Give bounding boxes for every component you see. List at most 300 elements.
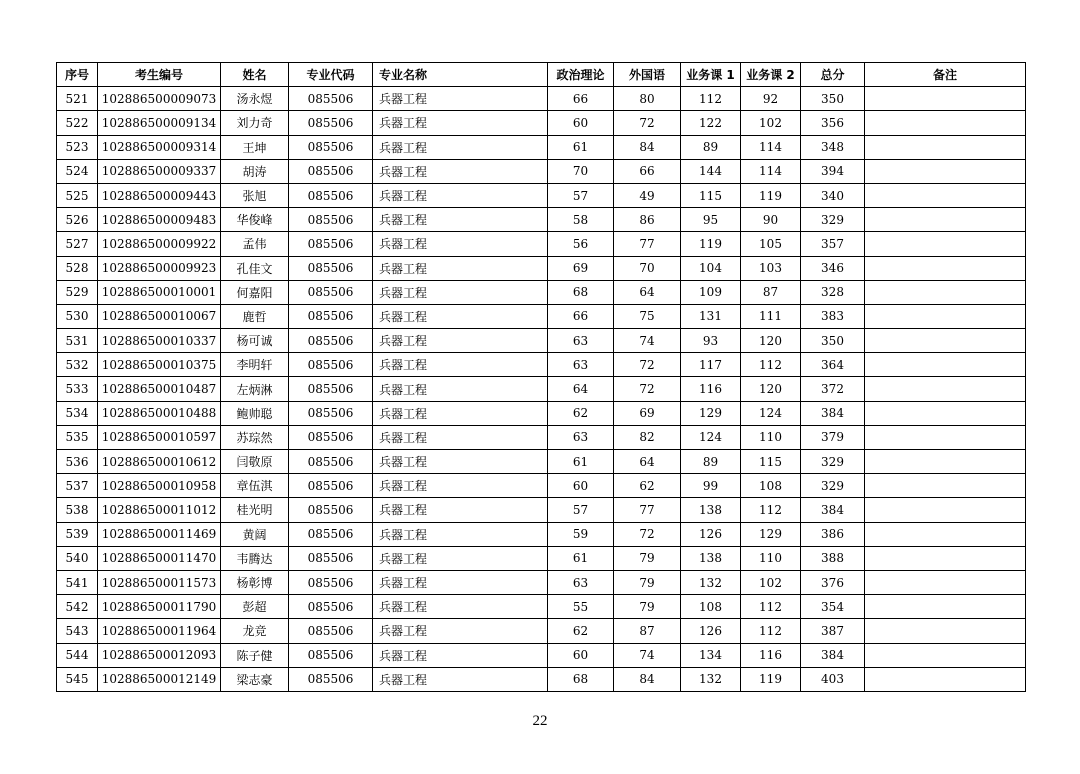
cell-course2: 112 [741, 353, 801, 377]
cell-major-code: 085506 [289, 595, 373, 619]
cell-major-name: 兵器工程 [373, 329, 548, 353]
cell-name: 张旭 [221, 183, 289, 207]
cell-candidate-id: 102886500009337 [98, 159, 221, 183]
cell-major-name: 兵器工程 [373, 425, 548, 449]
cell-major-name: 兵器工程 [373, 595, 548, 619]
cell-total: 364 [801, 353, 865, 377]
cell-course2: 110 [741, 546, 801, 570]
cell-name: 何嘉阳 [221, 280, 289, 304]
cell-remarks [865, 111, 1026, 135]
cell-course1: 126 [681, 619, 741, 643]
cell-total: 387 [801, 619, 865, 643]
header-major-code: 专业代码 [289, 63, 373, 87]
cell-candidate-id: 102886500010067 [98, 304, 221, 328]
cell-candidate-id: 102886500010597 [98, 425, 221, 449]
cell-major-name: 兵器工程 [373, 377, 548, 401]
cell-course1: 126 [681, 522, 741, 546]
cell-course2: 111 [741, 304, 801, 328]
table-row [57, 183, 1026, 207]
cell-name: 桂光明 [221, 498, 289, 522]
cell-remarks [865, 159, 1026, 183]
table-row [57, 232, 1026, 256]
cell-remarks [865, 595, 1026, 619]
cell-name: 汤永煜 [221, 87, 289, 111]
cell-seq: 534 [57, 401, 98, 425]
cell-remarks [865, 353, 1026, 377]
cell-major-name: 兵器工程 [373, 280, 548, 304]
cell-politics: 57 [548, 183, 614, 207]
cell-politics: 60 [548, 111, 614, 135]
cell-foreign-language: 84 [614, 667, 681, 691]
cell-seq: 536 [57, 450, 98, 474]
cell-major-code: 085506 [289, 183, 373, 207]
cell-major-code: 085506 [289, 643, 373, 667]
table-row [57, 570, 1026, 594]
cell-seq: 526 [57, 208, 98, 232]
page-number: 22 [532, 713, 548, 729]
cell-course1: 138 [681, 546, 741, 570]
cell-total: 384 [801, 643, 865, 667]
cell-foreign-language: 77 [614, 498, 681, 522]
cell-remarks [865, 667, 1026, 691]
cell-name: 王坤 [221, 135, 289, 159]
cell-major-name: 兵器工程 [373, 232, 548, 256]
cell-politics: 66 [548, 304, 614, 328]
cell-foreign-language: 64 [614, 280, 681, 304]
cell-course1: 116 [681, 377, 741, 401]
cell-major-name: 兵器工程 [373, 183, 548, 207]
cell-major-code: 085506 [289, 256, 373, 280]
cell-remarks [865, 232, 1026, 256]
cell-course1: 99 [681, 474, 741, 498]
cell-seq: 530 [57, 304, 98, 328]
table-row [57, 159, 1026, 183]
cell-seq: 528 [57, 256, 98, 280]
cell-major-code: 085506 [289, 450, 373, 474]
cell-major-code: 085506 [289, 329, 373, 353]
cell-politics: 62 [548, 401, 614, 425]
cell-foreign-language: 79 [614, 570, 681, 594]
table-row [57, 208, 1026, 232]
table-row [57, 135, 1026, 159]
cell-foreign-language: 62 [614, 474, 681, 498]
cell-seq: 539 [57, 522, 98, 546]
table-row [57, 522, 1026, 546]
cell-course1: 132 [681, 667, 741, 691]
table-row [57, 425, 1026, 449]
cell-course1: 89 [681, 135, 741, 159]
cell-major-code: 085506 [289, 570, 373, 594]
table-row [57, 304, 1026, 328]
cell-politics: 63 [548, 329, 614, 353]
table-row [57, 498, 1026, 522]
cell-politics: 56 [548, 232, 614, 256]
cell-remarks [865, 425, 1026, 449]
cell-candidate-id: 102886500011790 [98, 595, 221, 619]
table-row [57, 329, 1026, 353]
cell-remarks [865, 329, 1026, 353]
cell-seq: 540 [57, 546, 98, 570]
table-row [57, 401, 1026, 425]
cell-course1: 124 [681, 425, 741, 449]
cell-seq: 541 [57, 570, 98, 594]
cell-foreign-language: 79 [614, 595, 681, 619]
cell-politics: 61 [548, 450, 614, 474]
cell-foreign-language: 87 [614, 619, 681, 643]
cell-name: 黄阔 [221, 522, 289, 546]
cell-total: 379 [801, 425, 865, 449]
cell-major-name: 兵器工程 [373, 208, 548, 232]
cell-course2: 92 [741, 87, 801, 111]
header-remarks: 备注 [865, 63, 1026, 87]
cell-major-code: 085506 [289, 111, 373, 135]
cell-candidate-id: 102886500011469 [98, 522, 221, 546]
cell-remarks [865, 87, 1026, 111]
cell-foreign-language: 74 [614, 329, 681, 353]
cell-remarks [865, 474, 1026, 498]
cell-course1: 117 [681, 353, 741, 377]
cell-major-name: 兵器工程 [373, 304, 548, 328]
cell-total: 383 [801, 304, 865, 328]
cell-name: 梁志豪 [221, 667, 289, 691]
cell-major-name: 兵器工程 [373, 256, 548, 280]
cell-major-code: 085506 [289, 401, 373, 425]
cell-major-name: 兵器工程 [373, 450, 548, 474]
cell-course1: 129 [681, 401, 741, 425]
cell-course1: 131 [681, 304, 741, 328]
cell-name: 胡涛 [221, 159, 289, 183]
cell-total: 386 [801, 522, 865, 546]
cell-name: 韦腾达 [221, 546, 289, 570]
cell-name: 龙竞 [221, 619, 289, 643]
cell-major-name: 兵器工程 [373, 619, 548, 643]
cell-foreign-language: 80 [614, 87, 681, 111]
cell-remarks [865, 208, 1026, 232]
cell-total: 388 [801, 546, 865, 570]
cell-candidate-id: 102886500009134 [98, 111, 221, 135]
cell-major-code: 085506 [289, 377, 373, 401]
cell-seq: 529 [57, 280, 98, 304]
cell-major-name: 兵器工程 [373, 353, 548, 377]
table-header-row [57, 63, 1026, 87]
header-name: 姓名 [221, 63, 289, 87]
cell-candidate-id: 102886500010001 [98, 280, 221, 304]
cell-foreign-language: 72 [614, 522, 681, 546]
cell-total: 350 [801, 87, 865, 111]
cell-name: 章伍淇 [221, 474, 289, 498]
cell-major-code: 085506 [289, 522, 373, 546]
cell-course2: 102 [741, 570, 801, 594]
header-course1: 业务课 1 [681, 63, 741, 87]
cell-total: 384 [801, 401, 865, 425]
cell-foreign-language: 64 [614, 450, 681, 474]
table-row [57, 87, 1026, 111]
cell-remarks [865, 401, 1026, 425]
table-row [57, 280, 1026, 304]
cell-candidate-id: 102886500012093 [98, 643, 221, 667]
cell-seq: 532 [57, 353, 98, 377]
cell-major-code: 085506 [289, 232, 373, 256]
cell-seq: 545 [57, 667, 98, 691]
cell-course2: 124 [741, 401, 801, 425]
cell-candidate-id: 102886500010487 [98, 377, 221, 401]
cell-course2: 120 [741, 377, 801, 401]
cell-politics: 63 [548, 570, 614, 594]
cell-politics: 59 [548, 522, 614, 546]
cell-candidate-id: 102886500011470 [98, 546, 221, 570]
cell-course1: 104 [681, 256, 741, 280]
cell-course2: 112 [741, 595, 801, 619]
cell-foreign-language: 74 [614, 643, 681, 667]
cell-total: 329 [801, 450, 865, 474]
cell-foreign-language: 75 [614, 304, 681, 328]
cell-name: 苏琮然 [221, 425, 289, 449]
cell-major-code: 085506 [289, 546, 373, 570]
cell-foreign-language: 82 [614, 425, 681, 449]
cell-course2: 105 [741, 232, 801, 256]
header-politics: 政治理论 [548, 63, 614, 87]
cell-remarks [865, 619, 1026, 643]
cell-course1: 119 [681, 232, 741, 256]
cell-total: 403 [801, 667, 865, 691]
cell-seq: 522 [57, 111, 98, 135]
cell-politics: 62 [548, 619, 614, 643]
cell-major-name: 兵器工程 [373, 159, 548, 183]
cell-foreign-language: 70 [614, 256, 681, 280]
cell-course2: 119 [741, 183, 801, 207]
cell-major-name: 兵器工程 [373, 522, 548, 546]
cell-total: 340 [801, 183, 865, 207]
cell-name: 左炳淋 [221, 377, 289, 401]
table-row [57, 450, 1026, 474]
cell-course1: 122 [681, 111, 741, 135]
cell-course1: 115 [681, 183, 741, 207]
cell-name: 杨彰博 [221, 570, 289, 594]
cell-seq: 527 [57, 232, 98, 256]
cell-course2: 120 [741, 329, 801, 353]
cell-seq: 542 [57, 595, 98, 619]
header-total: 总分 [801, 63, 865, 87]
cell-major-name: 兵器工程 [373, 87, 548, 111]
cell-major-name: 兵器工程 [373, 546, 548, 570]
cell-remarks [865, 498, 1026, 522]
table-row [57, 111, 1026, 135]
cell-seq: 533 [57, 377, 98, 401]
cell-major-name: 兵器工程 [373, 570, 548, 594]
cell-major-code: 085506 [289, 280, 373, 304]
cell-total: 372 [801, 377, 865, 401]
cell-name: 闫敬原 [221, 450, 289, 474]
cell-remarks [865, 643, 1026, 667]
cell-major-name: 兵器工程 [373, 667, 548, 691]
cell-foreign-language: 49 [614, 183, 681, 207]
header-foreign-language: 外国语 [614, 63, 681, 87]
cell-candidate-id: 102886500011573 [98, 570, 221, 594]
cell-course2: 102 [741, 111, 801, 135]
cell-foreign-language: 84 [614, 135, 681, 159]
header-major-name: 专业名称 [373, 63, 548, 87]
cell-remarks [865, 450, 1026, 474]
cell-total: 356 [801, 111, 865, 135]
cell-course2: 90 [741, 208, 801, 232]
cell-major-name: 兵器工程 [373, 643, 548, 667]
cell-name: 陈子健 [221, 643, 289, 667]
cell-course2: 112 [741, 498, 801, 522]
cell-remarks [865, 546, 1026, 570]
cell-remarks [865, 522, 1026, 546]
cell-candidate-id: 102886500010958 [98, 474, 221, 498]
cell-course2: 114 [741, 135, 801, 159]
cell-course1: 132 [681, 570, 741, 594]
table-row [57, 353, 1026, 377]
cell-seq: 535 [57, 425, 98, 449]
cell-remarks [865, 570, 1026, 594]
cell-major-code: 085506 [289, 353, 373, 377]
cell-foreign-language: 86 [614, 208, 681, 232]
cell-remarks [865, 280, 1026, 304]
cell-foreign-language: 72 [614, 353, 681, 377]
cell-remarks [865, 377, 1026, 401]
cell-candidate-id: 102886500009483 [98, 208, 221, 232]
cell-politics: 69 [548, 256, 614, 280]
cell-course1: 95 [681, 208, 741, 232]
cell-total: 346 [801, 256, 865, 280]
cell-politics: 55 [548, 595, 614, 619]
cell-name: 刘力奇 [221, 111, 289, 135]
header-candidate-id: 考生编号 [98, 63, 221, 87]
cell-politics: 70 [548, 159, 614, 183]
cell-candidate-id: 102886500010612 [98, 450, 221, 474]
cell-course1: 109 [681, 280, 741, 304]
table-row [57, 595, 1026, 619]
table-row [57, 619, 1026, 643]
cell-total: 394 [801, 159, 865, 183]
cell-politics: 60 [548, 474, 614, 498]
cell-politics: 63 [548, 425, 614, 449]
cell-course1: 112 [681, 87, 741, 111]
cell-name: 鹿哲 [221, 304, 289, 328]
cell-total: 329 [801, 208, 865, 232]
cell-course2: 115 [741, 450, 801, 474]
cell-name: 彭超 [221, 595, 289, 619]
cell-course1: 144 [681, 159, 741, 183]
cell-major-code: 085506 [289, 304, 373, 328]
cell-politics: 61 [548, 135, 614, 159]
cell-name: 鲍帅聪 [221, 401, 289, 425]
table-row [57, 256, 1026, 280]
table-body [57, 87, 1026, 692]
cell-remarks [865, 183, 1026, 207]
cell-candidate-id: 102886500012149 [98, 667, 221, 691]
cell-seq: 521 [57, 87, 98, 111]
cell-seq: 538 [57, 498, 98, 522]
cell-candidate-id: 102886500009314 [98, 135, 221, 159]
cell-politics: 58 [548, 208, 614, 232]
cell-candidate-id: 102886500010375 [98, 353, 221, 377]
cell-course2: 87 [741, 280, 801, 304]
cell-major-name: 兵器工程 [373, 111, 548, 135]
cell-candidate-id: 102886500011012 [98, 498, 221, 522]
cell-name: 杨可诚 [221, 329, 289, 353]
cell-major-code: 085506 [289, 667, 373, 691]
cell-course1: 134 [681, 643, 741, 667]
cell-major-code: 085506 [289, 619, 373, 643]
cell-remarks [865, 256, 1026, 280]
cell-seq: 537 [57, 474, 98, 498]
cell-politics: 68 [548, 280, 614, 304]
cell-foreign-language: 72 [614, 111, 681, 135]
cell-total: 354 [801, 595, 865, 619]
cell-course2: 110 [741, 425, 801, 449]
cell-total: 357 [801, 232, 865, 256]
cell-foreign-language: 66 [614, 159, 681, 183]
cell-remarks [865, 304, 1026, 328]
cell-politics: 57 [548, 498, 614, 522]
cell-total: 350 [801, 329, 865, 353]
cell-seq: 543 [57, 619, 98, 643]
header-seq: 序号 [57, 63, 98, 87]
cell-remarks [865, 135, 1026, 159]
cell-major-name: 兵器工程 [373, 135, 548, 159]
cell-foreign-language: 79 [614, 546, 681, 570]
table-row [57, 643, 1026, 667]
cell-candidate-id: 102886500011964 [98, 619, 221, 643]
cell-course1: 138 [681, 498, 741, 522]
cell-candidate-id: 102886500009922 [98, 232, 221, 256]
cell-candidate-id: 102886500010337 [98, 329, 221, 353]
cell-politics: 66 [548, 87, 614, 111]
cell-course1: 93 [681, 329, 741, 353]
cell-candidate-id: 102886500009923 [98, 256, 221, 280]
cell-name: 华俊峰 [221, 208, 289, 232]
cell-total: 328 [801, 280, 865, 304]
cell-name: 孔佳文 [221, 256, 289, 280]
cell-major-code: 085506 [289, 135, 373, 159]
cell-major-name: 兵器工程 [373, 498, 548, 522]
cell-course2: 116 [741, 643, 801, 667]
cell-course1: 89 [681, 450, 741, 474]
cell-name: 李明轩 [221, 353, 289, 377]
cell-politics: 61 [548, 546, 614, 570]
cell-seq: 523 [57, 135, 98, 159]
cell-course2: 114 [741, 159, 801, 183]
cell-seq: 531 [57, 329, 98, 353]
cell-politics: 64 [548, 377, 614, 401]
cell-politics: 68 [548, 667, 614, 691]
cell-course2: 103 [741, 256, 801, 280]
cell-total: 384 [801, 498, 865, 522]
cell-major-code: 085506 [289, 474, 373, 498]
cell-course2: 108 [741, 474, 801, 498]
cell-foreign-language: 72 [614, 377, 681, 401]
cell-course2: 129 [741, 522, 801, 546]
cell-seq: 544 [57, 643, 98, 667]
table-row [57, 546, 1026, 570]
cell-politics: 63 [548, 353, 614, 377]
cell-total: 376 [801, 570, 865, 594]
cell-seq: 524 [57, 159, 98, 183]
cell-total: 329 [801, 474, 865, 498]
cell-candidate-id: 102886500009073 [98, 87, 221, 111]
cell-major-code: 085506 [289, 425, 373, 449]
cell-major-code: 085506 [289, 159, 373, 183]
cell-candidate-id: 102886500009443 [98, 183, 221, 207]
cell-course1: 108 [681, 595, 741, 619]
cell-foreign-language: 69 [614, 401, 681, 425]
table-row [57, 667, 1026, 691]
table-row [57, 377, 1026, 401]
cell-major-code: 085506 [289, 498, 373, 522]
